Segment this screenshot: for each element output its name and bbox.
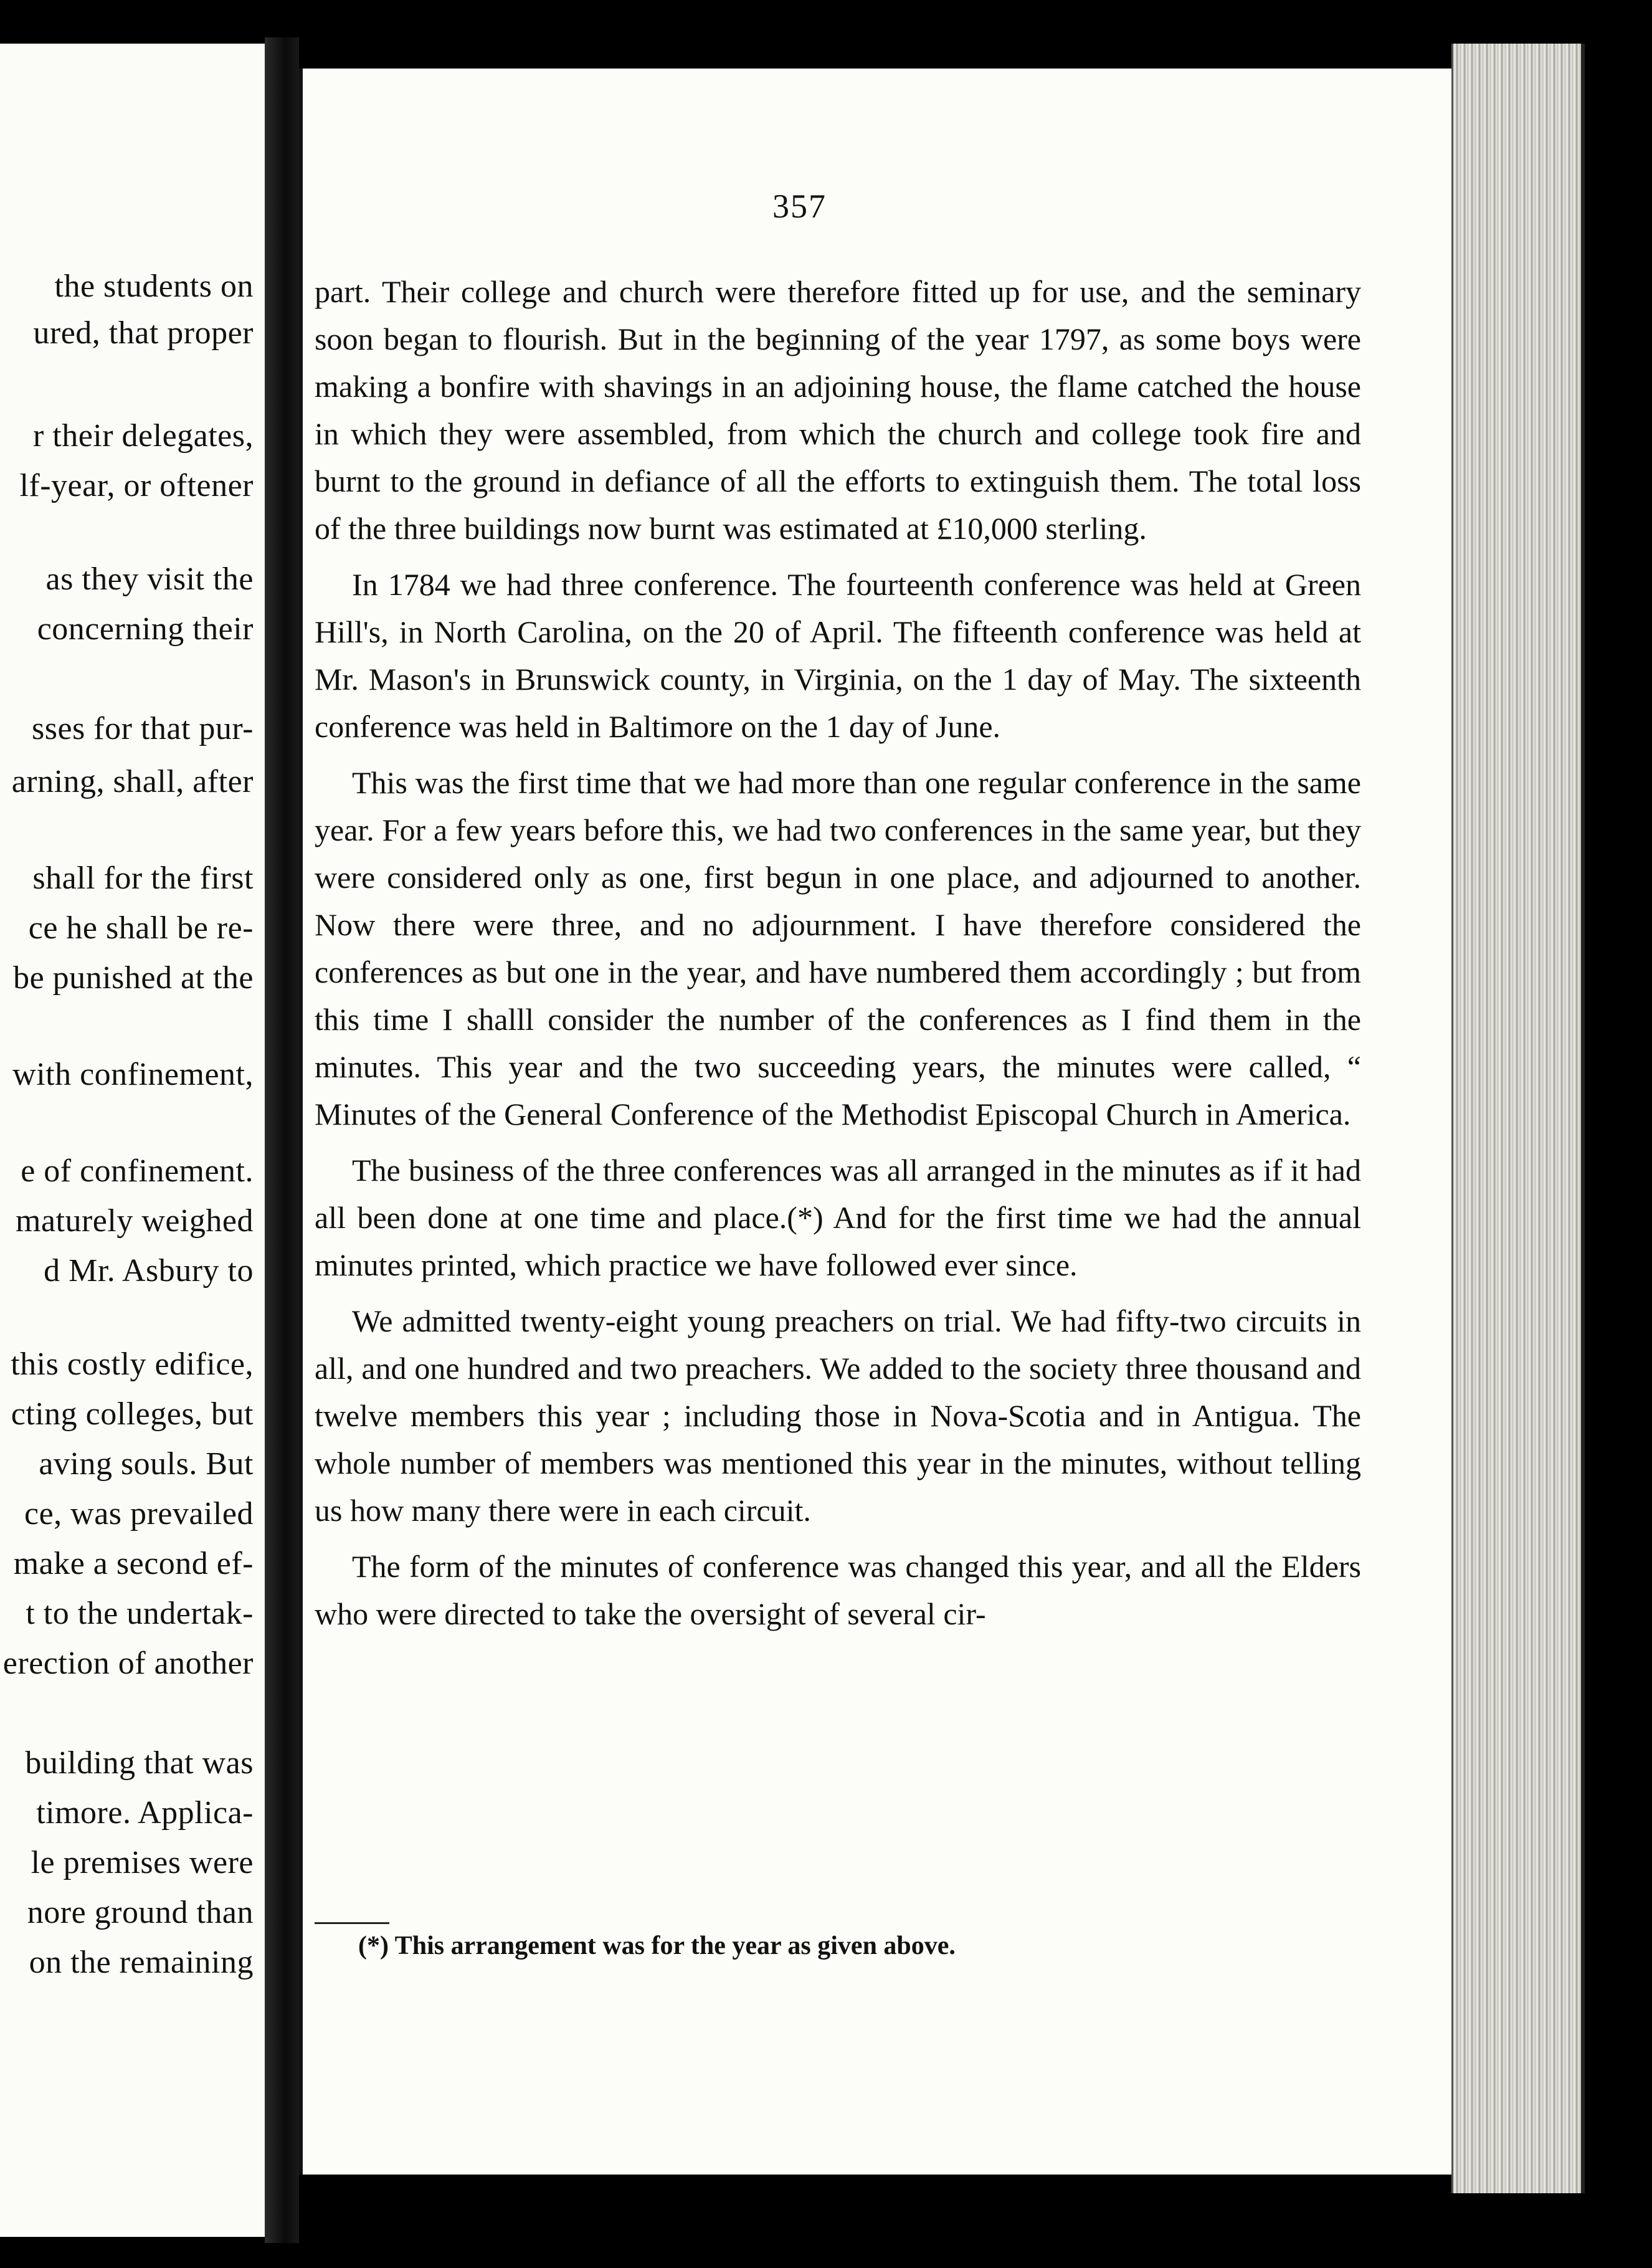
left-page-line: make a second ef- — [13, 1546, 254, 1581]
paragraph-2: In 1784 we had three conference. The fourteenth conference was held at Green Hill's, in North Carolina, on the 20 of April. The fifteenth conference was held at Mr. Mason's in Brunswick county, in Virginia, on the 1 day of May. The sixteenth conference was held in Baltimore on the 1 day of June. — [315, 567, 1361, 744]
left-page-line: sses for that pur- — [32, 711, 254, 746]
left-page-line: concerning their — [37, 611, 254, 647]
paragraph-5: We admitted twenty-eight young preachers on trial. We had fifty-two circuits in all, and one hundred and two preachers. We added to the society three thousand and twelve members this year ; including those in Nova-Scotia and in Antigua. The whole number of members was mentioned this year in the minutes, without telling us how many there were in each circuit. — [315, 1303, 1361, 1528]
left-page-line: nore ground than — [27, 1895, 254, 1930]
footnote: (*) This arrangement was for the year as given above. — [358, 1932, 956, 1960]
page-number: 357 — [772, 188, 827, 225]
left-page-line: on the remaining — [29, 1945, 254, 1980]
left-page-line: timore. Applica- — [36, 1795, 254, 1831]
paragraph-4: The business of the three conferences was all arranged in the minutes as if it had all been done at one time and place.(*) And for the first time we had the annual minutes printed, which practice we have followed ever since. — [315, 1153, 1361, 1282]
left-page-line: the students on — [54, 269, 254, 304]
left-page-line: maturely weighed — [16, 1203, 254, 1239]
left-page-line: ured, that proper — [33, 315, 254, 351]
left-page-line: this costly edifice, — [11, 1346, 254, 1382]
paragraph-1: part. Their college and church were therefore fitted up for use, and the seminary soon began to flourish. But in the beginning of the year 1797, as some boys were making a bonfire with shavings in an adjoining house, the flame catched the house in which they were assembled, from which the church and college took fire and burnt to the ground in defiance of all the efforts to extinguish them. The total loss of the three buildings now burnt was estimated at £10,000 sterling. — [315, 274, 1361, 546]
left-page-line: erection of another — [2, 1646, 254, 1681]
footnote-rule — [315, 1922, 389, 1924]
left-page-line: r their delegates, — [32, 418, 254, 454]
left-page-line: building that was — [25, 1745, 254, 1781]
book-gutter — [265, 37, 299, 2243]
paragraph-3: This was the first time that we had more than one regular conference in the same year. For a few years before this, we had two conferences in the same year, but they were considered only as one, first begun in one place, and adjourned to another. Now there were three, and no adjournment. I have therefore considered the conferences as but one in the year, and have numbered them accordingly ; but from this time I shalll consider the number of the conferences as I find them in the minutes. This year and the two succeeding years, the minutes were called, “ Minutes of the General Conference of the Methodist Episcopal Church in America. — [315, 765, 1361, 1132]
left-page-line: aving souls. But — [39, 1446, 254, 1482]
left-page-line: ce, was prevailed — [24, 1496, 254, 1532]
left-page-line: be punished at the — [13, 960, 254, 996]
left-page-fragment — [0, 44, 265, 2237]
left-page-line: le premises were — [31, 1845, 254, 1880]
left-page-line: shall for the first — [32, 860, 254, 896]
left-page-line: lf-year, or oftener — [19, 468, 254, 503]
left-page-line: with confinement, — [12, 1057, 254, 1092]
paragraph-6: The form of the minutes of conference was changed this year, and all the Elders who were directed to take the oversight of several cir- — [315, 1549, 1361, 1631]
left-page-line: d Mr. Asbury to — [44, 1253, 254, 1289]
left-page-line: as they visit the — [45, 561, 254, 597]
main-text-body — [315, 268, 1361, 1646]
left-page-line: e of confinement. — [21, 1153, 254, 1189]
left-page-line: arning, shall, after — [11, 764, 254, 799]
left-page-line: cting colleges, but — [11, 1396, 254, 1432]
left-page-line: t to the undertak- — [26, 1596, 254, 1631]
left-page-line: ce he shall be re- — [28, 910, 254, 946]
page-edges — [1451, 44, 1585, 2193]
